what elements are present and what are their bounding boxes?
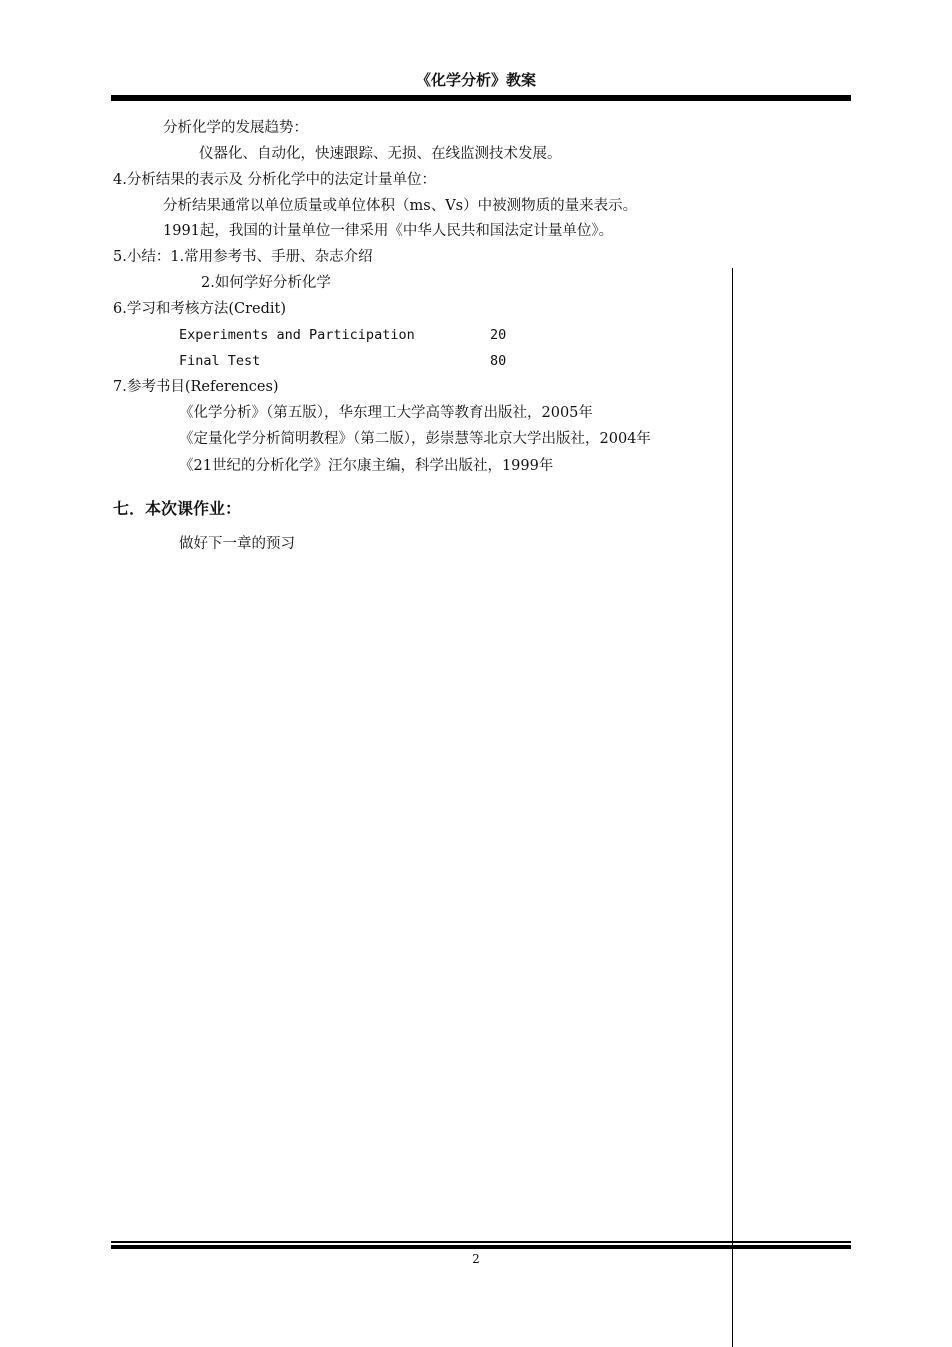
homework-body: 做好下一章的预习	[179, 536, 295, 552]
page-header-title: 《化学分析》教案	[415, 71, 536, 89]
credit-label: Final Test	[179, 353, 261, 369]
item-4-body: 分析结果通常以单位质量或单位体积（ms、Vs）中被测物质的量来表示。	[163, 198, 638, 214]
reference-item: 《化学分析》（第五版），华东理工大学高等教育出版社，2005年	[179, 405, 593, 421]
credit-row	[179, 352, 539, 370]
trend-body: 仪器化、自动化，快速跟踪、无损、在线监测技术发展。	[199, 146, 562, 162]
item-4-heading: 4.分析结果的表示及 分析化学中的法定计量单位：	[113, 172, 436, 188]
credit-value: 20	[490, 327, 507, 343]
reference-item: 《21世纪的分析化学》汪尔康主编，科学出版社，1999年	[179, 458, 554, 474]
credit-row	[179, 326, 539, 344]
footer-rule-thick	[111, 1245, 851, 1249]
credit-label: Experiments and Participation	[179, 327, 415, 343]
item-4-units-statement: 1991起，我国的计量单位一律采用《中华人民共和国法定计量单位》。	[163, 223, 614, 239]
homework-heading: 七．本次课作业：	[113, 499, 242, 518]
credit-value: 80	[490, 353, 507, 369]
item-5-point-2: 2.如何学好分析化学	[201, 275, 331, 291]
item-6-heading: 6.学习和考核方法(Credit)	[113, 301, 287, 317]
item-5-summary: 5.小结：1.常用参考书、手册、杂志介绍	[113, 249, 373, 265]
header-rule	[111, 95, 851, 101]
page-number: 2	[472, 1252, 480, 1266]
margin-vertical-line	[732, 268, 733, 1347]
trend-title: 分析化学的发展趋势：	[163, 120, 308, 136]
reference-item: 《定量化学分析简明教程》（第二版），彭崇慧等北京大学出版社，2004年	[179, 431, 651, 447]
item-7-heading: 7.参考书目(References)	[113, 379, 279, 395]
footer-rule-thin	[111, 1241, 851, 1243]
